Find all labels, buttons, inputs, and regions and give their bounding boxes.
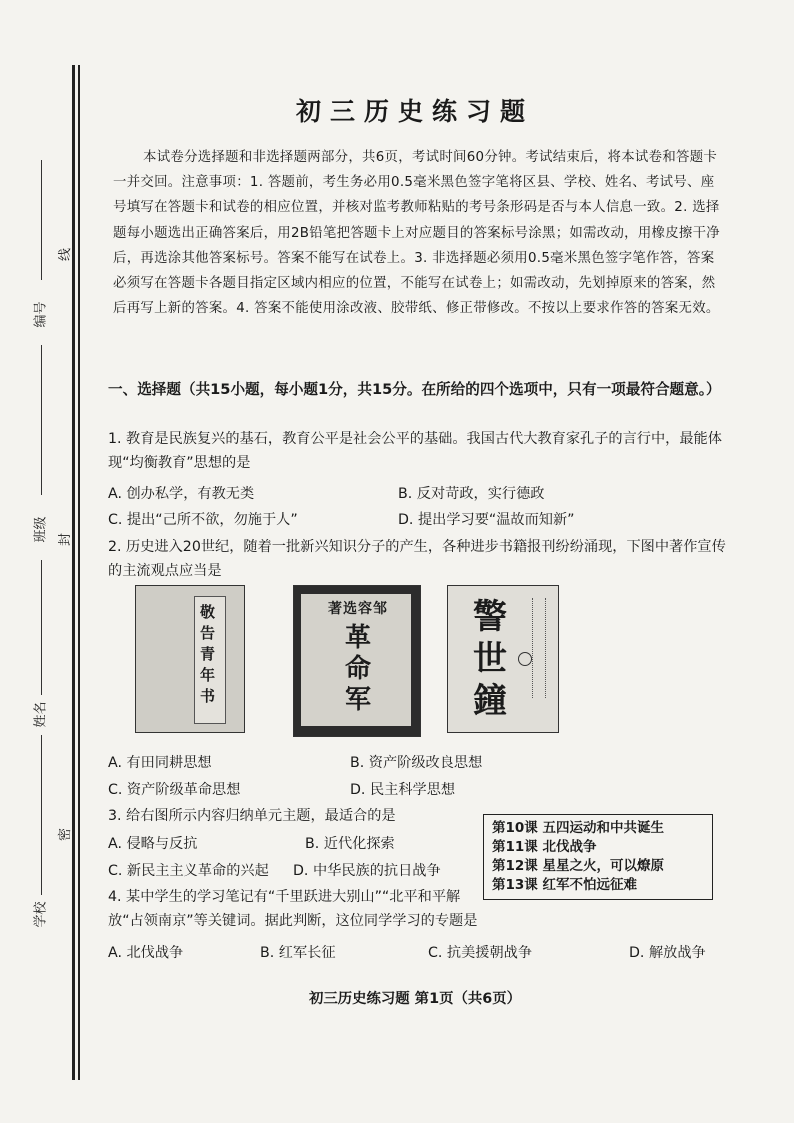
book-cover-geming-jun — [293, 585, 421, 737]
seal-seal: 封 — [58, 532, 74, 547]
book2-title: 革命军 — [344, 623, 371, 715]
section-heading: 一、选择题（共15小题，每小题1分，共15分。在所给的四个选项中，只有一项最符合题意。） — [108, 381, 721, 398]
book3-side-text — [532, 598, 546, 698]
book2-header: 著选容邹 — [328, 601, 388, 617]
book-cover-jingshi-zhong — [447, 585, 559, 733]
q4-option-a: A. 北伐战争 — [108, 945, 184, 961]
q1-option-a: A. 创办私学，有教无类 — [108, 486, 255, 502]
label-name: 姓名 — [33, 701, 49, 728]
page-footer: 初三历史练习题 第1页（共6页） — [308, 991, 522, 1007]
seal-secret: 密 — [58, 827, 74, 842]
unit-item: 第10课 五四运动和中共诞生 — [492, 820, 664, 836]
question-2-stem: 2. 历史进入20世纪，随着一批新兴知识分子的产生，各种进步书籍报刊纷纷涌现，下图中著作宣传的主流观点应当是 — [108, 539, 726, 579]
q1-option-d: D. 提出学习要“温故而知新” — [398, 512, 575, 528]
q2-option-c: C. 资产阶级革命思想 — [108, 782, 241, 798]
binding-rule-thin — [78, 65, 80, 1080]
q2-option-a: A. 有田同耕思想 — [108, 755, 212, 771]
q4-option-d: D. 解放战争 — [629, 945, 706, 961]
question-4-stem: 4. 某中学生的学习笔记有“千里跃进大别山”“北平和平解放“占领南京”等关键词。据此判断，这位同学学习的专题是 — [108, 889, 478, 929]
question-3-stem: 3. 给右图所示内容归纳单元主题，最适合的是 — [108, 808, 396, 824]
book1-title: 敬告青年书 — [200, 603, 216, 705]
seal-line: 线 — [58, 247, 74, 262]
class-field-line — [41, 345, 42, 495]
binding-rule-thick — [72, 65, 75, 1080]
book3-seal-icon — [518, 652, 532, 666]
label-school: 学校 — [33, 901, 49, 928]
unit-contents-box — [483, 814, 713, 900]
id-field-line — [41, 160, 42, 280]
q1-option-b: B. 反对苛政，实行德政 — [398, 486, 545, 502]
school-field-line — [41, 735, 42, 895]
q3-option-a: A. 侵略与反抗 — [108, 836, 198, 852]
q1-option-c: C. 提出“己所不欲，勿施于人” — [108, 512, 298, 528]
q4-option-b: B. 红军长征 — [260, 945, 336, 961]
book3-title: 警世鐘 — [473, 597, 507, 721]
label-id: 编号 — [33, 301, 49, 328]
unit-item: 第13课 红军不怕远征难 — [492, 877, 637, 893]
q2-option-d: D. 民主科学思想 — [350, 782, 456, 798]
unit-item: 第11课 北伐战争 — [492, 839, 597, 855]
binding-margin — [0, 0, 90, 1123]
instructions: 本试卷分选择题和非选择题两部分，共6页，考试时间60分钟。考试结束后，将本试卷和答题卡一并交回。注意事项：1. 答题前，考生务必用0.5毫米黑色签字笔将区县、学校、姓名、考试号、座号填写在答题卡和试卷的相应位置，并核对监考教师粘贴的考号条形码是否与本人信息一致。2. 选择题每小题选出正确答案后，用2B铅笔把答题卡上对应题目的答案标号涂黑；如需改动，用橡皮擦干净后，再选涂其他答案标号。答案不能写在试卷上。3. 非选择题必须用0.5毫米黑色签字笔作答，答案必须写在答题卡各题目指定区域内相应的位置，不能写在试卷上；如需改动，先划掉原来的答案，然后再写上新的答案。4. 答案不能使用涂改液、胶带纸、修正带修改。不按以上要求作答的答案无效。 — [113, 150, 720, 317]
q3-option-d: D. 中华民族的抗日战争 — [293, 863, 441, 879]
q4-option-c: C. 抗美援朝战争 — [428, 945, 533, 961]
label-class: 班级 — [33, 516, 49, 543]
page-title: 初三历史练习题 — [295, 97, 534, 126]
unit-item: 第12课 星星之火，可以燎原 — [492, 858, 664, 874]
book-cover-jinggao-qingnian — [135, 585, 245, 733]
name-field-line — [41, 560, 42, 695]
question-1-stem: 1. 教育是民族复兴的基石，教育公平是社会公平的基础。我国古代大教育家孔子的言行中，最能体现“均衡教育”思想的是 — [108, 431, 722, 471]
q2-option-b: B. 资产阶级改良思想 — [350, 755, 483, 771]
q3-option-c: C. 新民主主义革命的兴起 — [108, 863, 269, 879]
q3-option-b: B. 近代化探索 — [305, 836, 395, 852]
